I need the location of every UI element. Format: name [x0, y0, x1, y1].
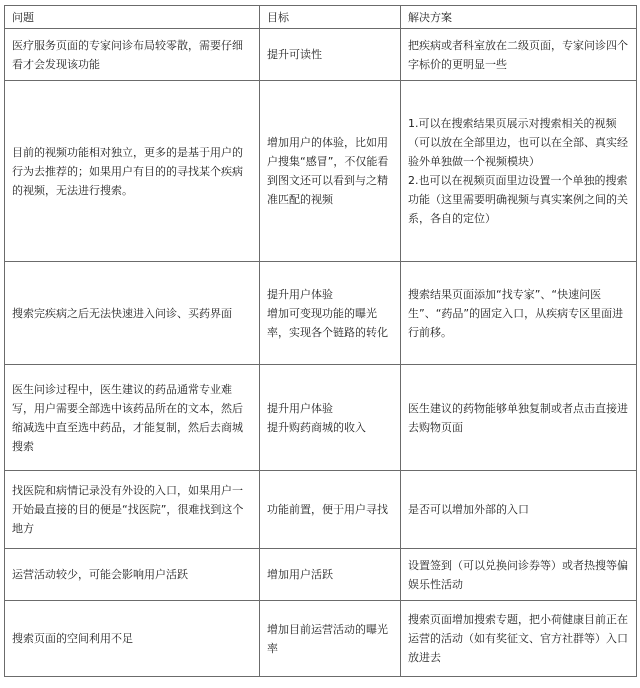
- solution-item-2: 2.也可以在视频页面里边设置一个单独的搜索功能（这里需要明确视频与真实案例之间的关系，各自的定位）: [408, 174, 628, 225]
- problem-cell: 找医院和病情记录没有外设的入口，如果用户一开始最直接的目的便是“找医院”，很难找到这个地方: [5, 471, 260, 549]
- table-row: [5, 29, 637, 81]
- problem-cell: 目前的视频功能相对独立，更多的是基于用户的行为去推荐的；如果用户有目的的寻找某个疾病的视频，无法进行搜索。: [5, 81, 260, 262]
- goal-cell: 增加用户的体验，比如用户搜集“感冒”，不仅能看到图文还可以看到与之精准匹配的视频: [260, 81, 401, 262]
- goal-cell: 增加用户活跃: [260, 549, 401, 601]
- solution-cell: [401, 81, 637, 262]
- goal-cell: [260, 365, 401, 471]
- solution-cell: 搜索结果页面添加“找专家”、“快速问医生”、“药品”的固定入口，从疾病专区里面进行前移。: [401, 262, 637, 365]
- header-problem: 问题: [5, 6, 260, 29]
- table-row: [5, 262, 637, 365]
- solution-cell: 设置签到（可以兑换问诊券等）或者热搜等偏娱乐性活动: [401, 549, 637, 601]
- problem-cell: 医生问诊过程中，医生建议的药品通常专业难写，用户需要全部选中该药品所在的文本，然后缩减选中直至选中药品，才能复制，然后去商城搜索: [5, 365, 260, 471]
- solution-cell: 医生建议的药物能够单独复制或者点击直接进去购物页面: [401, 365, 637, 471]
- goal-item-1: 提升用户体验: [267, 401, 333, 415]
- goal-item-2: 提升购药商城的收入: [267, 420, 366, 434]
- problem-cell: 搜索完疾病之后无法快速进入问诊、买药界面: [5, 262, 260, 365]
- goal-item-2: 增加可变现功能的曝光率，实现各个链路的转化: [267, 306, 388, 339]
- goal-item-1: 提升用户体验: [267, 287, 333, 301]
- table-row: [5, 549, 637, 601]
- table-row: [5, 601, 637, 677]
- problem-solution-table: [4, 5, 637, 677]
- solution-cell: 搜索页面增加搜索专题，把小荷健康目前正在运营的活动（如有奖征文、官方社群等）入口放进去: [401, 601, 637, 677]
- goal-cell: 提升可读性: [260, 29, 401, 81]
- table-row: [5, 471, 637, 549]
- table-header-row: [5, 6, 637, 29]
- problem-cell: 运营活动较少，可能会影响用户活跃: [5, 549, 260, 601]
- solution-cell: 是否可以增加外部的入口: [401, 471, 637, 549]
- solution-item-1: 1.可以在搜索结果页展示对搜索相关的视频（可以放在全部里边，也可以在全部、真实经验外单独做一个视频模块）: [408, 117, 628, 168]
- goal-cell: 增加目前运营活动的曝光率: [260, 601, 401, 677]
- header-goal: 目标: [260, 6, 401, 29]
- problem-cell: 搜索页面的空间利用不足: [5, 601, 260, 677]
- solution-cell: 把疾病或者科室放在二级页面，专家问诊四个字标价的更明显一些: [401, 29, 637, 81]
- header-solution: 解决方案: [401, 6, 637, 29]
- table-row: [5, 81, 637, 262]
- table-row: [5, 365, 637, 471]
- problem-cell: 医疗服务页面的专家问诊布局较零散，需要仔细看才会发现该功能: [5, 29, 260, 81]
- goal-cell: 功能前置，便于用户寻找: [260, 471, 401, 549]
- goal-cell: [260, 262, 401, 365]
